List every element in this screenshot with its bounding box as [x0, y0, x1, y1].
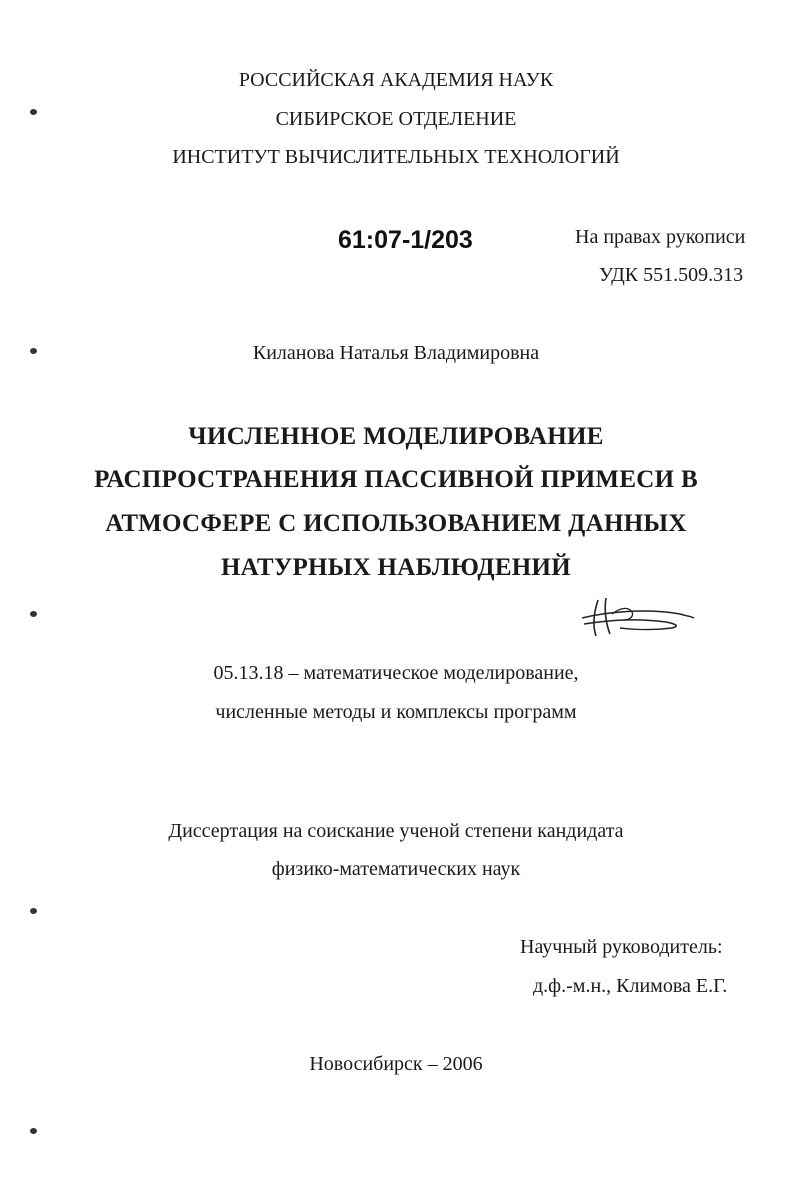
binding-hole-mark: [30, 611, 37, 617]
thesis-title-line: НАТУРНЫХ НАБЛЮДЕНИЙ: [220, 554, 572, 581]
catalog-stamp-number: 61:07-1/203: [338, 226, 473, 254]
binding-hole-mark: [30, 348, 37, 354]
degree-field-line: физико-математических наук: [271, 858, 521, 880]
specialty-code-line: 05.13.18 – математическое моделирование,: [213, 662, 579, 684]
specialty-name-line: численные методы и комплексы программ: [215, 701, 577, 723]
rights-note: На правах рукописи: [575, 226, 746, 248]
binding-hole-mark: [30, 1128, 37, 1134]
binding-hole-mark: [30, 109, 37, 115]
supervisor-label: Научный руководитель:: [520, 936, 723, 958]
thesis-title-line: ЧИСЛЕННОЕ МОДЕЛИРОВАНИЕ: [188, 423, 604, 450]
academy-name: РОССИЙСКАЯ АКАДЕМИЯ НАУК: [238, 69, 554, 91]
supervisor-name: д.ф.-м.н., Климова Е.Г.: [533, 975, 728, 997]
institute-name: ИНСТИТУТ ВЫЧИСЛИТЕЛЬНЫХ ТЕХНОЛОГИЙ: [172, 146, 620, 168]
signature-mark: [576, 594, 696, 642]
binding-hole-mark: [30, 908, 37, 914]
city-year: Новосибирск – 2006: [309, 1053, 483, 1075]
branch-name: СИБИРСКОЕ ОТДЕЛЕНИЕ: [275, 108, 517, 130]
thesis-title-line: РАСПРОСТРАНЕНИЯ ПАССИВНОЙ ПРИМЕСИ В: [94, 466, 698, 493]
author-name: Киланова Наталья Владимировна: [252, 342, 540, 364]
udk-code: УДК 551.509.313: [599, 264, 744, 286]
thesis-title-line: АТМОСФЕРЕ С ИСПОЛЬЗОВАНИЕМ ДАННЫХ: [105, 510, 687, 537]
degree-line: Диссертация на соискание ученой степени кандидата: [168, 820, 624, 842]
